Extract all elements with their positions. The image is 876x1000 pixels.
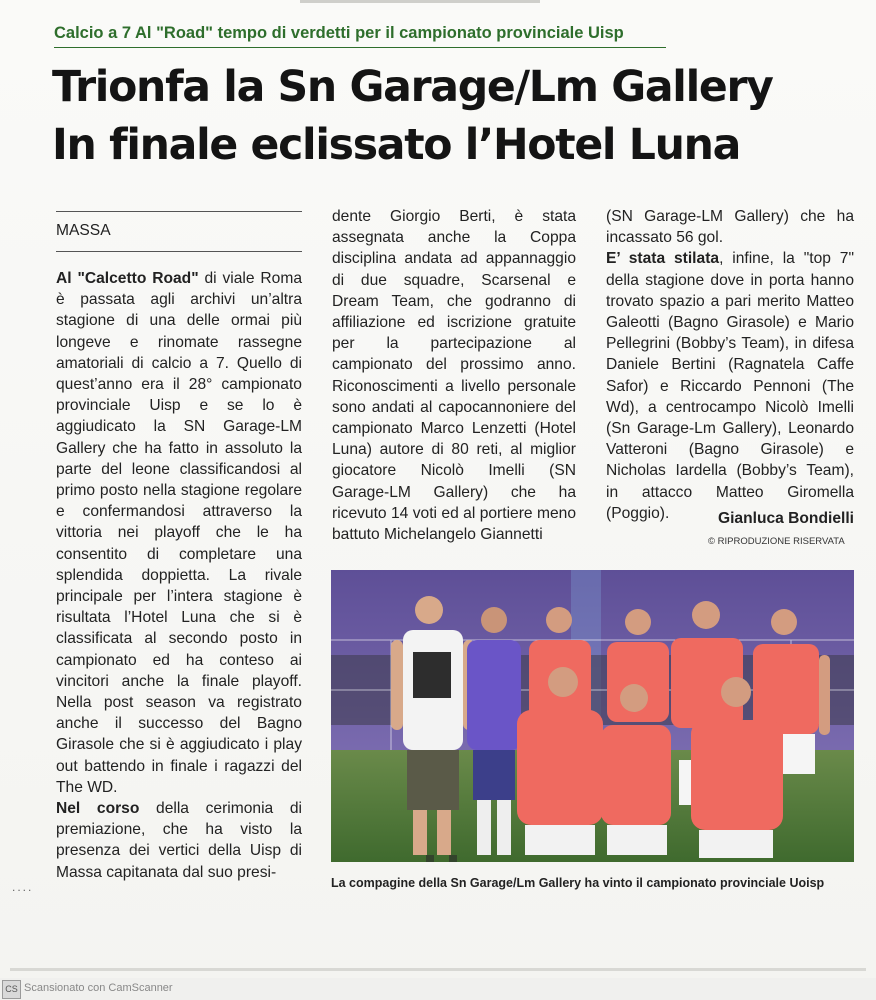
article-column-1: [56, 268, 302, 883]
col3-body: (SN Garage-LM Gallery) che ha incassato 56 gol.: [606, 208, 854, 247]
top-edge-mark: [300, 0, 540, 3]
team-photo: [331, 570, 854, 862]
headline-line-2: In finale eclissato l’Hotel Luna: [52, 120, 741, 170]
article-column-2: [332, 206, 576, 545]
lead-bold: Al "Calcetto Road": [56, 270, 199, 287]
page-bottom-rule: [10, 968, 866, 971]
photo-caption: La compagine della Sn Garage/Lm Gallery ha vinto il campionato provinciale Uoisp: [331, 876, 825, 890]
col1-body: di viale Roma è passata agli archivi un’altra stagione di una delle ormai più longeve e rinomate rassegne amatoriali di calcio a 7. Quello di quest’anno era il 28° campionato provinciale Uisp e se lo è aggiudicato la SN Garage-LM Gallery che ha fatto in assoluto la parte del leone classificandosi al primo posto nella stagione regolare e confermandosi attraverso la vittoria nei playoff che le ha consentito di completare una splendida doppietta. La rivale principale per l’intera stagione è risultata l’Hotel Luna che si è classificata al secondo posto in campionato ed ha conteso ai vincitori anche la finale playoff. Nella post season va registrato anche il successo del Bagno Girasole che si è aggiudicato i play out battendo in finale i ragazzi del The WD.: [56, 270, 302, 796]
scanner-label: Scansionato con CamScanner: [24, 982, 173, 994]
col2-body: dente Giorgio Berti, è stata assegnata anche la Coppa disciplina andata ad appannaggio di due squadre, Scarsenal e Dream Team, che godranno di affiliazione ed iscrizione gratuite per la partecipazione al campionato del prossimo anno. Riconoscimenti a livello personale sono andati al capocannoniere del campionato Marco Lenzetti (Hotel Luna) autore di 80 reti, al miglior giocatore Nicolò Imelli (SN Garage-LM Gallery) che ha ricevuto 14 voti ed al portiere meno battuto Michelangelo Giannetti: [332, 208, 576, 544]
col1-bold-start: Nel corso: [56, 800, 140, 818]
author-byline: Gianluca Bondielli: [717, 510, 854, 527]
article-column-3: [606, 206, 854, 524]
camscanner-icon: CS: [2, 980, 21, 999]
dateline: MASSA: [56, 222, 111, 239]
ellipsis-mark: ....: [12, 880, 34, 894]
kicker-underline: [54, 47, 666, 48]
dateline-rule-top: [56, 211, 302, 212]
col1-body-2: della cerimonia di premiazione, che ha visto la presenza dei vertici della Uisp di Massa capitanata dal suo presi-: [56, 800, 302, 881]
col3-bold-start: E’ stata stilata: [606, 250, 720, 268]
team-photo-illustration: [331, 570, 854, 862]
article-headline: [52, 58, 854, 174]
copyright-notice: © RIPRODUZIONE RISERVATA: [708, 536, 845, 547]
dateline-rule-bottom: [56, 251, 302, 252]
col3-body-2: , infine, la "top 7" della stagione dove in porta hanno trovato spazio a pari merito Matteo Galeotti (Bagno Girasole) e Mario Pellegrini (Bobby’s Team), in difesa Daniele Bertini (Ragnatela Caffe Safor) e Riccardo Pennoni (The Wd), a centrocampo Nicolò Imelli (Sn Garage-Lm Gallery), Leonardo Vatteroni (Bagno Girasole) e Nicholas Iardella (Bobby’s Team), in attacco Matteo Giromella (Poggio).: [606, 250, 854, 522]
article-kicker: Calcio a 7 Al "Road" tempo di verdetti per il campionato provinciale Uisp: [54, 24, 624, 42]
headline-line-1: Trionfa la Sn Garage/Lm Gallery: [52, 62, 773, 112]
